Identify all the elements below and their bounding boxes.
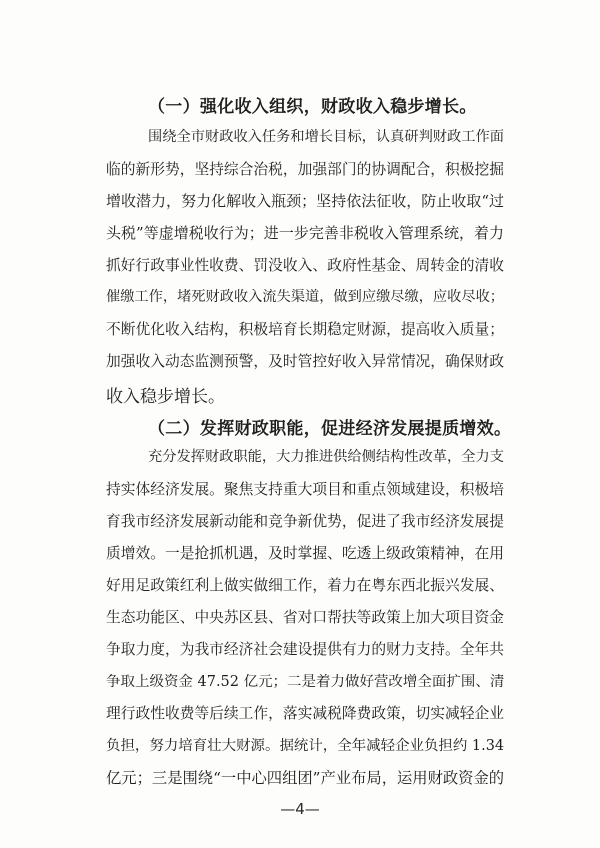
- paragraph-2-line-9: 理行政性收费等后续工作，落实减税降费政策，切实减轻企业: [106, 705, 504, 722]
- paragraph-1-line-9: 收入稳步增长。: [106, 387, 225, 407]
- paragraph-2-line-5: 好用足政策红利上做实做细工作，着力在粤东西北振兴发展、: [106, 577, 504, 594]
- paragraph-1-line-1: 围绕全市财政收入任务和增长目标，认真研判财政工作面: [148, 129, 504, 145]
- paragraph-2-line-3: 育我市经济发展新动能和竞争新优势，促进了我市经济发展提: [106, 513, 504, 530]
- paragraph-2-line-4: 质增效。一是抢抓机遇，及时掌握、吃透上级政策精神，在用: [106, 545, 504, 562]
- paragraph-1-line-6: 催缴工作，堵死财政收入流失渠道，做到应缴尽缴，应收尽收；: [106, 289, 504, 305]
- paragraph-1-line-5: 抓好行政事业性收费、罚没收入、政府性基金、周转金的清收: [106, 257, 504, 274]
- paragraph-2-line-11: 亿元；三是围绕“一中心四组团”产业布局，运用财政资金的: [106, 769, 505, 787]
- paragraph-2-line-6: 生态功能区、中央苏区县、省对口帮扶等政策上加大项目资金: [106, 609, 504, 626]
- paragraph-2-line-1: 充分发挥财政职能，大力推进供给侧结构性改革，全力支: [148, 449, 504, 465]
- paragraph-2-line-2: 持实体经济发展。聚焦支持重大项目和重点领域建设，积极培: [106, 481, 504, 498]
- page-number: —4—: [280, 800, 320, 818]
- paragraph-2-line-10: 负担，努力培育壮大财源。据统计，全年减轻企业负担约 1.34: [106, 738, 505, 754]
- paragraph-1-line-8: 加强收入动态监测预警，及时管控好收入异常情况，确保财政: [106, 353, 504, 370]
- paragraph-1-line-3: 增收潜力，努力化解收入瓶颈；坚持依法征收，防止收取“过: [106, 192, 504, 210]
- paragraph-1-line-7: 不断优化收入结构，积极培育长期稳定财源，提高收入质量；: [106, 321, 504, 338]
- paragraph-1-line-4: 头税”等虚增税收行为；进一步完善非税收入管理系统，着力: [106, 224, 504, 242]
- paragraph-2-line-8: 争取上级资金 47.52 亿元；二是着力做好营改增全面扩围、清: [106, 674, 505, 690]
- paragraph-2-line-7: 争取力度，为我市经济社会建设提供有力的财力支持。全年共: [106, 641, 504, 658]
- section-1-heading: （一）强化收入组织，财政收入稳步增长。: [148, 97, 477, 117]
- section-2-heading: （二）发挥财政职能，促进经济发展提质增效。: [148, 419, 512, 439]
- paragraph-1-line-2: 临的新形势，坚持综合治税，加强部门的协调配合，积极挖掘: [106, 161, 504, 178]
